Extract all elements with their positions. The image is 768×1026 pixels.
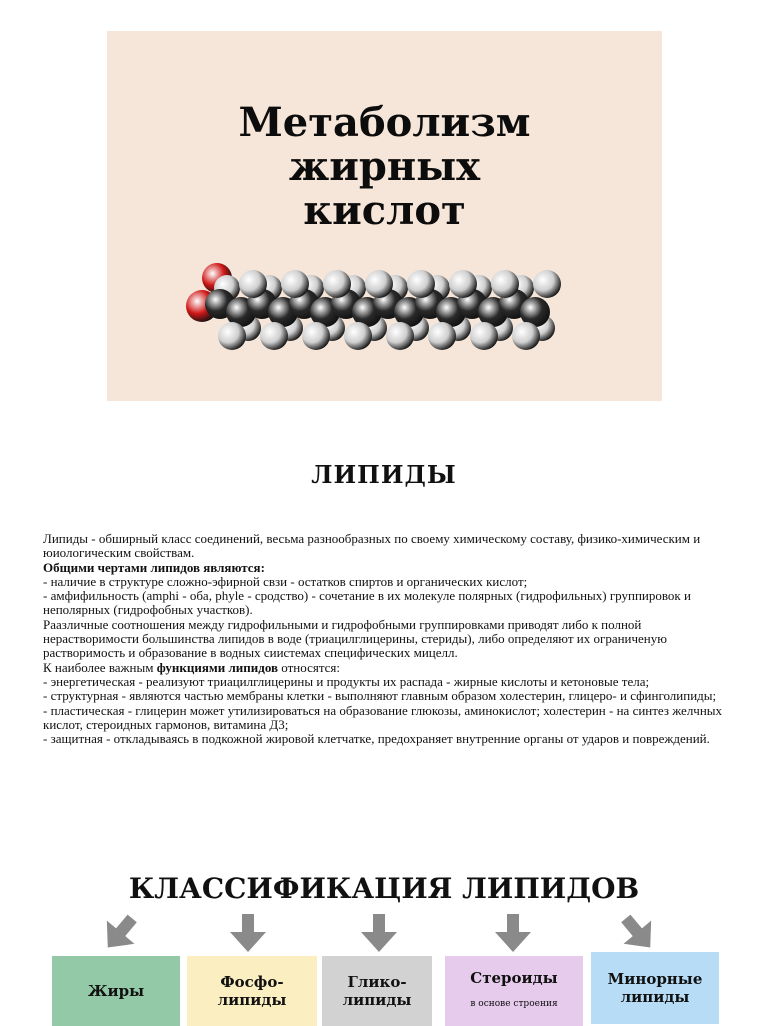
paragraph: - амфифильность (amphi - оба, phyle - сродство) - сочетание в их молекуле полярных (гидрофильных) группировок и неполярных (гидрофобных участков).	[43, 588, 691, 618]
paragraph: Липиды - обширный класс соединений, весьма разнообразных по своему химическому составу, физико-химическим и юиологическим свойствам.	[43, 531, 701, 561]
class-box-label: Фосфо- липиды	[217, 973, 287, 1009]
class-box-sublabel: в основе строения	[470, 999, 558, 1009]
hydrogen-atom	[491, 270, 519, 298]
cover-image	[107, 31, 662, 401]
hydrogen-atom	[386, 322, 414, 350]
hydrogen-atom	[407, 270, 435, 298]
lipids-description	[43, 532, 733, 746]
hydrogen-atom	[344, 322, 372, 350]
lipids-heading: ЛИПИДЫ	[311, 460, 457, 489]
hydrogen-atom	[260, 322, 288, 350]
paragraph: - наличие в структуре сложно-эфирной свзи - остатков спиртов и органических кислот;	[43, 573, 528, 589]
hydrogen-atom	[323, 270, 351, 298]
class-box-minor-lipids	[591, 952, 719, 1024]
paragraph: - пластическая - глицерин может утилизироваться на образование глюкозы, аминокислот; холестерин - на синтез желчных кислот, стероидных гармонов, витамина Д3;	[43, 702, 723, 732]
paragraph: - защитная - откладываясь в подкожной жировой клетчатке, предохраняет внутренние органы от ударов и повреждений.	[43, 731, 710, 747]
cover-title	[107, 101, 662, 233]
arrow-down-right-icon	[614, 912, 662, 954]
cover-title-line: Метаболизм	[238, 99, 531, 146]
class-box-phospholipids	[187, 956, 317, 1026]
class-box-fats	[52, 956, 180, 1026]
class-box-label: Глико- липиды	[342, 973, 412, 1009]
hydrogen-atom	[302, 322, 330, 350]
paragraph: Общими чертами липидов являются:	[43, 559, 265, 575]
hydrogen-atom	[365, 270, 393, 298]
class-box-label: Минорные липиды	[607, 970, 703, 1006]
class-box-label: Стероиды	[470, 969, 558, 987]
paragraph: - структурная - являются частью мембраны клетки - выполняют главным образом холестерин, глицеро- и сфинголипиды;	[43, 688, 717, 704]
hydrogen-atom	[512, 322, 540, 350]
cover-title-line: кислот	[303, 187, 466, 234]
hydrogen-atom	[239, 270, 267, 298]
paragraph: Раазличные соотношения между гидрофильными и гидрофобными группировками приводят либо к полной нерастворимости большинства липидов в воде (триацилглицерины, стериды), либо определяют их ограниченую растворимость и образование в водных сиистемах специфических мицелл.	[43, 616, 667, 661]
class-box-glycolipids	[322, 956, 432, 1026]
arrow-down-left-icon	[96, 912, 144, 954]
classification-heading: КЛАССИФИКАЦИЯ ЛИПИДОВ	[128, 872, 640, 905]
hydrogen-atom	[470, 322, 498, 350]
hydrogen-atom	[218, 322, 246, 350]
paragraph: - энергетическая - реализуют триацилглицерины и продукты их распада - жирные кислоты и кетоновые тела;	[43, 673, 650, 689]
hydrogen-atom	[449, 270, 477, 298]
class-box-label: Жиры	[87, 982, 145, 1000]
arrow-down-icon	[355, 912, 403, 954]
arrow-down-icon	[489, 912, 537, 954]
class-box-steroids	[445, 956, 583, 1026]
cover-title-line: жирных	[288, 143, 481, 190]
arrow-down-icon	[224, 912, 272, 954]
hydrogen-atom	[533, 270, 561, 298]
hydrogen-atom	[281, 270, 309, 298]
hydrogen-atom	[428, 322, 456, 350]
fatty-acid-molecule-illustration	[182, 256, 572, 366]
paragraph: К наиболее важным функциями липидов относятся:	[43, 659, 341, 675]
